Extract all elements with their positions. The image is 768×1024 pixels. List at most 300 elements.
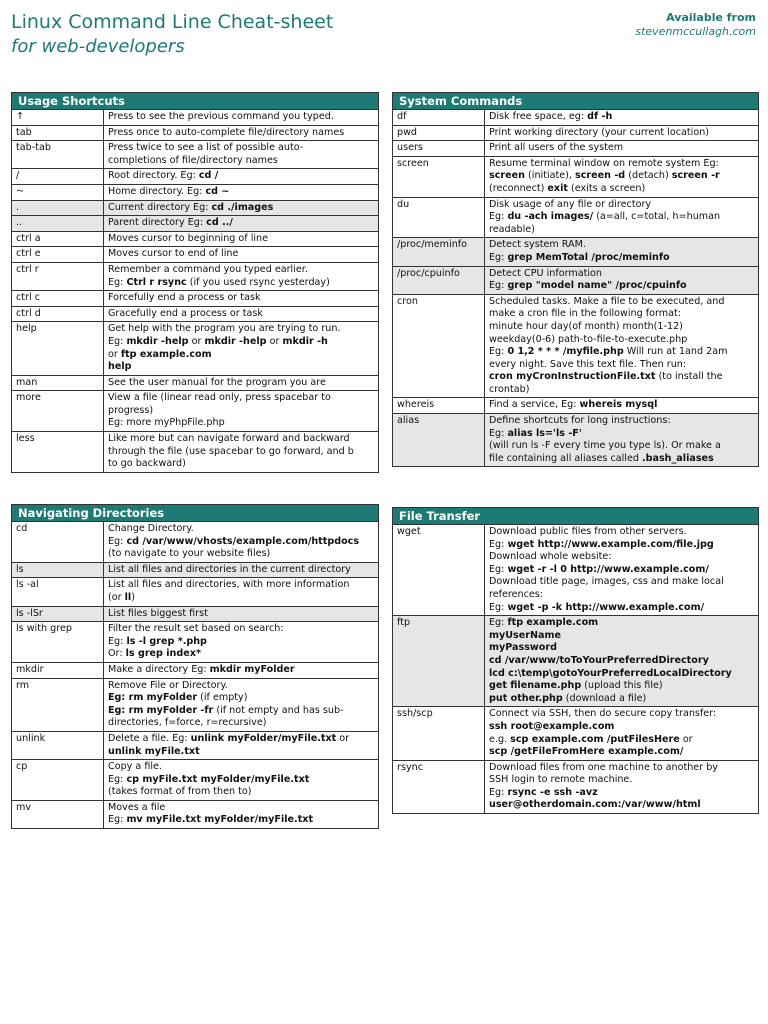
command-example: wget -r -l 0 http://www.example.com/ xyxy=(507,563,709,575)
description-text: Filter the result set based on search: xyxy=(108,623,284,635)
description-line xyxy=(489,170,754,183)
description-text: (takes format of from then to) xyxy=(108,786,252,798)
command-key: / xyxy=(12,169,104,184)
table-row xyxy=(393,141,758,157)
command-key: pwd xyxy=(393,126,485,141)
command-example: cd /var/www/vhosts/example.com/httpdocs xyxy=(126,535,360,547)
command-description xyxy=(104,216,378,231)
description-line xyxy=(489,551,754,564)
description-line xyxy=(489,224,754,237)
description-text: Eg: xyxy=(489,601,508,613)
site-link[interactable]: stevenmccullagh.com xyxy=(635,25,756,38)
command-key: unlink xyxy=(12,732,104,759)
description-text: minute hour day(of month) month(1-12) xyxy=(489,320,683,332)
description-text: Moves cursor to end of line xyxy=(108,248,239,260)
section-title: System Commands xyxy=(393,93,758,110)
description-text: (to navigate to your website files) xyxy=(108,548,271,560)
command-key: ftp xyxy=(393,616,485,706)
section-navigating-directories xyxy=(11,504,379,829)
command-description xyxy=(104,185,378,200)
description-text: or xyxy=(266,335,283,347)
description-line xyxy=(489,334,754,347)
command-description xyxy=(104,232,378,247)
command-key: ctrl a xyxy=(12,232,104,247)
description-line xyxy=(489,526,754,539)
command-description xyxy=(104,732,378,759)
description-text: Print working directory (your current location) xyxy=(489,126,710,138)
description-line xyxy=(108,170,374,183)
command-key: man xyxy=(12,376,104,391)
available-label: Available from xyxy=(666,11,756,24)
description-text: (upload this file) xyxy=(581,680,663,692)
command-example: mkdir myFolder xyxy=(209,663,295,675)
description-text: Scheduled tasks. Make a file to be executed, and xyxy=(489,295,725,307)
command-example: ftp example.com xyxy=(120,348,212,360)
description-line xyxy=(489,127,754,140)
description-text: Like more but can navigate forward and backward xyxy=(108,433,350,445)
table-row xyxy=(393,126,758,142)
description-text: Remove File or Directory. xyxy=(108,679,228,691)
description-text: Gracefully end a process or task xyxy=(108,307,263,319)
description-text: Root directory. Eg: xyxy=(108,170,199,182)
description-line xyxy=(489,668,754,681)
description-line xyxy=(489,721,754,734)
command-example: rsync -e ssh -avz xyxy=(507,786,598,798)
description-line xyxy=(108,417,374,430)
command-key: ls -lSr xyxy=(12,607,104,622)
table-row xyxy=(12,141,378,169)
command-description xyxy=(104,522,378,562)
section-title: File Transfer xyxy=(393,508,758,525)
description-line xyxy=(108,111,374,124)
command-example: Eg: rm myFolder -fr xyxy=(108,704,214,716)
description-text: Eg: xyxy=(489,538,508,550)
description-text: Detect CPU information xyxy=(489,267,602,279)
description-text: Eg: xyxy=(108,635,127,647)
description-text: (initiate), xyxy=(524,170,576,182)
description-text: Eg: xyxy=(489,280,508,292)
table-row xyxy=(393,414,758,466)
description-line xyxy=(489,787,754,800)
command-description xyxy=(104,141,378,168)
command-example: 0 1,2 * * * /myfile.php xyxy=(507,346,624,358)
description-text: (to install the xyxy=(655,371,723,383)
description-text: Download whole website: xyxy=(489,551,612,563)
description-text: Eg: xyxy=(108,814,127,826)
command-example: cd ~ xyxy=(205,185,230,197)
description-line xyxy=(489,428,754,441)
command-example: unlink myFile.txt xyxy=(108,745,200,757)
section-usage-shortcuts xyxy=(11,92,379,473)
description-text: (detach) xyxy=(625,170,672,182)
description-text: file containing all aliases called xyxy=(489,452,642,464)
description-text: Make a directory Eg: xyxy=(108,663,210,675)
description-text: or xyxy=(188,335,205,347)
description-line xyxy=(489,199,754,212)
command-example: grep "model name" /proc/cpuinfo xyxy=(507,280,687,292)
description-line xyxy=(108,692,374,705)
command-key: mv xyxy=(12,801,104,828)
table-row xyxy=(12,578,378,606)
command-key: ctrl d xyxy=(12,307,104,322)
description-line xyxy=(108,548,374,561)
command-description xyxy=(104,126,378,141)
command-description xyxy=(485,525,758,615)
description-line xyxy=(489,746,754,759)
command-description xyxy=(104,563,378,578)
description-text: Detect system RAM. xyxy=(489,239,586,251)
command-example: ls grep index* xyxy=(125,648,201,660)
description-line xyxy=(108,323,374,336)
description-line xyxy=(489,321,754,334)
table-row xyxy=(12,801,378,828)
table-row xyxy=(12,247,378,263)
description-line xyxy=(108,405,374,418)
description-line xyxy=(489,359,754,372)
description-text: (if you used rsync yesterday) xyxy=(186,276,330,288)
description-line xyxy=(489,346,754,359)
description-text: Download files from one machine to another by xyxy=(489,761,718,773)
description-line xyxy=(108,377,374,390)
description-line xyxy=(489,239,754,252)
description-line xyxy=(489,252,754,265)
description-line xyxy=(108,336,374,349)
command-example: df -h xyxy=(587,111,613,122)
command-key: ctrl r xyxy=(12,263,104,290)
command-description xyxy=(104,663,378,678)
description-text: (will run ls -F every time you type ls). Or make a xyxy=(489,440,721,452)
command-example: du -ach images/ xyxy=(507,211,594,223)
description-line xyxy=(489,576,754,589)
description-text: Eg: xyxy=(489,786,508,798)
description-line xyxy=(108,717,374,730)
command-description xyxy=(485,616,758,706)
description-text: Moves a file xyxy=(108,801,166,813)
table-row xyxy=(12,732,378,760)
table-row xyxy=(12,201,378,217)
description-line xyxy=(108,680,374,693)
description-line xyxy=(108,248,374,261)
description-line xyxy=(489,371,754,384)
description-text: through the file (use spacebar to go forward, and b xyxy=(108,445,354,457)
command-key: ↑ xyxy=(12,110,104,125)
table-row xyxy=(12,126,378,142)
command-key: .. xyxy=(12,216,104,231)
command-key: /proc/meminfo xyxy=(393,238,485,265)
command-description xyxy=(104,607,378,622)
description-text: Get help with the program you are trying to run. xyxy=(108,323,341,335)
description-line xyxy=(489,453,754,466)
description-line xyxy=(489,630,754,643)
description-text: Eg: xyxy=(489,211,508,223)
command-key: . xyxy=(12,201,104,216)
table-row xyxy=(393,707,758,760)
description-line xyxy=(108,608,374,621)
description-line xyxy=(489,655,754,668)
command-example: myPassword xyxy=(489,642,557,654)
table-row xyxy=(12,185,378,201)
table-row xyxy=(393,398,758,414)
table-row xyxy=(12,607,378,623)
description-line xyxy=(108,733,374,746)
command-example: ll xyxy=(124,591,132,603)
description-text: (reconnect) xyxy=(489,182,548,194)
command-description xyxy=(104,247,378,262)
description-text: Copy a file. xyxy=(108,761,162,773)
command-example: cd ./images xyxy=(211,201,274,213)
description-line xyxy=(108,446,374,459)
command-description xyxy=(104,169,378,184)
table-row xyxy=(12,216,378,232)
description-line xyxy=(108,264,374,277)
description-line xyxy=(108,349,374,362)
description-line xyxy=(489,211,754,224)
command-key: alias xyxy=(393,414,485,466)
description-line xyxy=(489,564,754,577)
description-text: See the user manual for the program you are xyxy=(108,376,326,388)
description-line xyxy=(108,579,374,592)
command-example: mv myFile.txt myFolder/myFile.txt xyxy=(126,814,314,826)
table-row xyxy=(393,238,758,266)
description-text: e.g. xyxy=(489,733,511,745)
description-text: Press twice to see a list of possible auto- xyxy=(108,142,304,154)
command-description xyxy=(104,622,378,662)
description-text: Define shortcuts for long instructions: xyxy=(489,415,671,427)
command-example: cd / xyxy=(198,170,219,182)
command-example: screen xyxy=(489,170,525,182)
command-description xyxy=(104,291,378,306)
description-line xyxy=(108,705,374,718)
table-row xyxy=(12,563,378,579)
description-line xyxy=(489,589,754,602)
description-text: or xyxy=(336,732,350,744)
description-text: directories, f=force, r=recursive) xyxy=(108,717,267,729)
description-line xyxy=(489,111,754,124)
description-line xyxy=(108,802,374,815)
command-key: ls with grep xyxy=(12,622,104,662)
table-row xyxy=(393,295,758,399)
description-line xyxy=(108,786,374,799)
description-text: Will run at 1and 2am xyxy=(623,346,728,358)
command-key: ctrl e xyxy=(12,247,104,262)
command-example: cron myCronInstructionFile.txt xyxy=(489,371,656,383)
description-line xyxy=(489,708,754,721)
command-key: tab-tab xyxy=(12,141,104,168)
command-key: ls xyxy=(12,563,104,578)
command-description xyxy=(104,322,378,374)
description-text: Disk usage of any file or directory xyxy=(489,198,652,210)
command-key: users xyxy=(393,141,485,156)
command-example: mkdir -h xyxy=(282,335,328,347)
description-line xyxy=(489,617,754,630)
command-example: unlink myFolder/myFile.txt xyxy=(190,732,337,744)
description-line xyxy=(489,142,754,155)
table-row xyxy=(12,232,378,248)
command-key: tab xyxy=(12,126,104,141)
command-key: screen xyxy=(393,157,485,197)
description-line xyxy=(108,814,374,827)
command-example: put other.php xyxy=(489,692,563,704)
description-text: Remember a command you typed earlier. xyxy=(108,263,308,275)
description-text: (download a file) xyxy=(562,692,647,704)
section-system-commands xyxy=(392,92,759,467)
section-rows xyxy=(12,110,378,472)
command-description xyxy=(485,126,758,141)
command-key: df xyxy=(393,110,485,125)
description-line xyxy=(489,280,754,293)
description-line xyxy=(489,308,754,321)
page-title: Linux Command Line Cheat-sheet xyxy=(11,11,334,33)
description-text: Press once to auto-complete file/directory names xyxy=(108,126,345,138)
description-text: Find a service, Eg: xyxy=(489,399,580,411)
page-subtitle: for web-developers xyxy=(11,36,185,57)
section-file-transfer xyxy=(392,507,759,814)
description-line xyxy=(108,746,374,759)
table-row xyxy=(12,760,378,801)
section-title: Navigating Directories xyxy=(12,505,378,522)
description-text: Print all users of the system xyxy=(489,142,624,154)
description-line xyxy=(489,268,754,281)
command-key: ~ xyxy=(12,185,104,200)
command-example: wget http://www.example.com/file.jpg xyxy=(507,538,714,550)
description-text: completions of file/directory names xyxy=(108,154,278,166)
description-text: Download title page, images, css and make local xyxy=(489,576,724,588)
command-description xyxy=(104,679,378,731)
command-key: wget xyxy=(393,525,485,615)
table-row xyxy=(12,291,378,307)
page-header xyxy=(0,0,768,80)
description-line xyxy=(489,642,754,655)
command-example: ssh root@example.com xyxy=(489,720,615,732)
description-line xyxy=(489,680,754,693)
description-text: (exits a screen) xyxy=(568,182,646,194)
description-text: Connect via SSH, then do secure copy transfer: xyxy=(489,708,717,720)
description-text: Eg: xyxy=(489,251,508,263)
command-example: mkdir -help xyxy=(204,335,267,347)
description-text: List all files and directories in the current directory xyxy=(108,563,351,575)
table-row xyxy=(12,663,378,679)
description-text: Press to see the previous command you typed. xyxy=(108,111,334,122)
description-line xyxy=(108,233,374,246)
command-example: get filename.php xyxy=(489,680,582,692)
command-example: lcd c:\temp\gotoYourPreferredLocalDirectory xyxy=(489,667,732,679)
description-line xyxy=(108,636,374,649)
command-description xyxy=(104,201,378,216)
description-text: Change Directory. xyxy=(108,523,194,534)
description-text: every night. Save this text file. Then run: xyxy=(489,358,687,370)
description-line xyxy=(489,415,754,428)
description-text: or xyxy=(108,348,121,360)
description-line xyxy=(108,664,374,677)
command-description xyxy=(104,110,378,125)
table-row xyxy=(12,263,378,291)
description-text: Parent directory Eg: xyxy=(108,217,207,229)
description-text: to go backward) xyxy=(108,458,186,470)
description-text: (or xyxy=(108,591,125,603)
description-line xyxy=(108,774,374,787)
description-text: weekday(0-6) path-to-file-to-execute.php xyxy=(489,333,688,345)
command-key: mkdir xyxy=(12,663,104,678)
description-text: Eg: xyxy=(108,276,127,288)
command-example: wget -p -k http://www.example.com/ xyxy=(507,601,705,613)
command-description xyxy=(485,110,758,125)
description-text: Eg: xyxy=(108,535,127,547)
table-row xyxy=(12,169,378,185)
command-example: exit xyxy=(547,182,568,194)
description-text: Disk free space, eg: xyxy=(489,111,588,122)
description-text: Eg: xyxy=(489,617,508,629)
description-line xyxy=(489,399,754,412)
description-line xyxy=(108,217,374,230)
table-row xyxy=(12,679,378,732)
table-row xyxy=(12,376,378,392)
description-text: (if empty) xyxy=(197,692,248,704)
command-key: ssh/scp xyxy=(393,707,485,759)
description-line xyxy=(489,183,754,196)
description-text: Eg: xyxy=(489,346,508,358)
description-text: Eg: xyxy=(108,335,127,347)
table-row xyxy=(393,761,758,813)
command-example: alias ls='ls -F' xyxy=(507,427,582,439)
command-description xyxy=(104,432,378,472)
description-line xyxy=(108,623,374,636)
command-key: less xyxy=(12,432,104,472)
command-key: help xyxy=(12,322,104,374)
command-description xyxy=(104,263,378,290)
command-description xyxy=(485,141,758,156)
description-line xyxy=(489,774,754,787)
command-description xyxy=(485,267,758,294)
command-description xyxy=(485,238,758,265)
description-line xyxy=(108,127,374,140)
command-example: screen -r xyxy=(671,170,720,182)
description-line xyxy=(489,602,754,615)
description-line xyxy=(108,155,374,168)
description-text: progress) xyxy=(108,404,154,416)
description-line xyxy=(108,308,374,321)
command-example: whereis mysql xyxy=(579,399,658,411)
command-key: rsync xyxy=(393,761,485,813)
description-line xyxy=(108,648,374,661)
table-row xyxy=(393,616,758,707)
description-text: List all files and directories, with more information xyxy=(108,579,350,591)
table-row xyxy=(12,522,378,563)
description-text: Eg: xyxy=(489,427,508,439)
command-key: /proc/cpuinfo xyxy=(393,267,485,294)
description-text: Moves cursor to beginning of line xyxy=(108,232,269,244)
description-text: Delete a file. Eg: xyxy=(108,732,191,744)
description-line xyxy=(108,761,374,774)
command-example: mkdir -help xyxy=(126,335,189,347)
section-rows xyxy=(393,525,758,813)
command-description xyxy=(104,391,378,431)
description-text: Eg: more myPhpFile.php xyxy=(108,417,225,429)
description-line xyxy=(489,158,754,171)
command-example: .bash_aliases xyxy=(641,452,714,464)
command-description xyxy=(485,198,758,238)
table-row xyxy=(393,157,758,198)
description-line xyxy=(108,186,374,199)
description-line xyxy=(108,536,374,549)
description-text: make a cron file in the following format: xyxy=(489,308,681,320)
description-text: List files biggest first xyxy=(108,607,208,619)
table-row xyxy=(393,198,758,239)
description-text: SSH login to remote machine. xyxy=(489,774,633,786)
section-rows xyxy=(12,522,378,828)
description-line xyxy=(489,693,754,706)
description-text: (if not empty and has sub- xyxy=(213,704,344,716)
command-description xyxy=(104,376,378,391)
